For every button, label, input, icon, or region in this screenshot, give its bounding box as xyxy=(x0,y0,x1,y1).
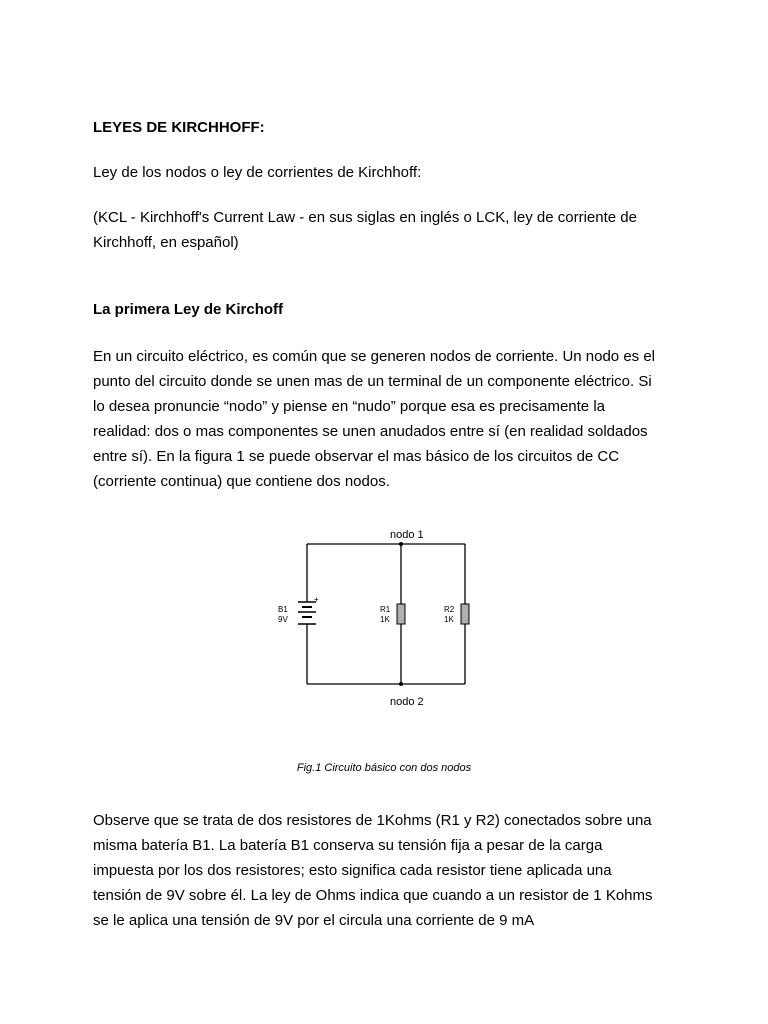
battery-name-label: B1 xyxy=(278,605,288,614)
battery-value-label: 9V xyxy=(278,615,288,624)
section-title: La primera Ley de Kirchoff xyxy=(93,301,284,318)
figure-caption: Fig.1 Circuito básico con dos nodos xyxy=(296,762,472,774)
text-line: entre sí). En la figura 1 se puede observar el mas básico de los circuitos de CC xyxy=(93,448,620,465)
text-line: lo desea pronuncie “nodo” y piense en “nudo” porque esa es precisamente la xyxy=(93,398,605,415)
resistor-r2 xyxy=(461,604,469,624)
text-line: (KCL - Kirchhoff's Current Law - en sus siglas en inglés o LCK, ley de corriente de xyxy=(93,209,637,226)
page-heading: LEYES DE KIRCHHOFF: xyxy=(93,119,265,136)
resistor-r1 xyxy=(397,604,405,624)
r1-value-label: 1K xyxy=(380,615,390,624)
text-line: realidad: dos o mas componentes se unen anudados entre sí (en realidad soldados xyxy=(93,423,648,440)
subtitle: Ley de los nodos o ley de corrientes de Kirchhoff: xyxy=(93,164,422,181)
battery-plus-label: + xyxy=(314,595,319,604)
r1-name-label: R1 xyxy=(380,605,391,614)
node-2-label: nodo 2 xyxy=(390,696,424,708)
node-2-dot xyxy=(399,682,403,686)
text-line: se le aplica una tensión de 9V por el circula una corriente de 9 mA xyxy=(93,912,535,929)
node-1-dot xyxy=(399,542,403,546)
text-line: misma batería B1. La batería B1 conserva su tensión fija a pesar de la carga xyxy=(93,837,603,854)
circuit-diagram xyxy=(270,520,500,715)
r2-name-label: R2 xyxy=(444,605,455,614)
text-line: (corriente continua) que contiene dos nodos. xyxy=(93,473,390,490)
text-line: tensión de 9V sobre él. La ley de Ohms indica que cuando a un resistor de 1 Kohms xyxy=(93,887,653,904)
text-line: punto del circuito donde se unen mas de un terminal de un componente eléctrico. Si xyxy=(93,373,652,390)
text-line: Observe que se trata de dos resistores de 1Kohms (R1 y R2) conectados sobre una xyxy=(93,812,652,829)
text-line: Kirchhoff, en español) xyxy=(93,234,239,251)
text-line: impuesta por los dos resistores; esto significa cada resistor tiene aplicada una xyxy=(93,862,612,879)
r2-value-label: 1K xyxy=(444,615,454,624)
text-line: En un circuito eléctrico, es común que se generen nodos de corriente. Un nodo es el xyxy=(93,348,656,365)
circuit-wires xyxy=(307,544,465,684)
node-1-label: nodo 1 xyxy=(390,529,424,541)
battery-symbol xyxy=(298,602,316,624)
